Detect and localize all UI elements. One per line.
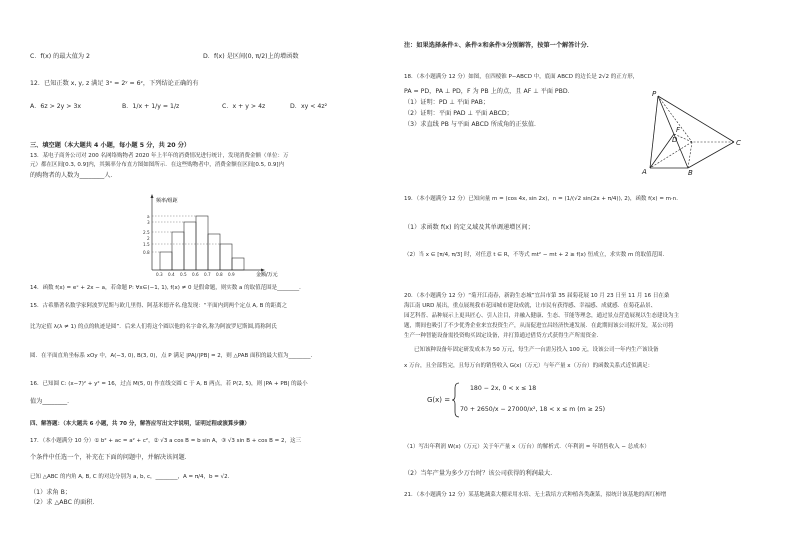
hist-xtick: 0.6 [192, 272, 199, 277]
q15-line-3: 圆．在平面直角坐标系 xOy 中，A(−3, 0), B(3, 0)，点 P 满足 |PA|/|PB| = 2，则 △PAB 面积的最大值为________． [30, 353, 317, 359]
q14: 14．函数 f(x) = eˣ + 2x − a，若命题 P: ∀x∈(−1, 1), f(x) ≠ 0 是假命题，则实数 a 的取值范围是________． [30, 285, 305, 291]
q12-option-d: D．xy < 4z² [290, 103, 328, 110]
q13-line-2: 元）都在区间[0.3, 0.9]内，其频率分布直方图如图所示．在这些购物者中，消费金额在区间[0.5, 0.9]内 [30, 162, 285, 168]
hist-ylabel: 频率/组距 [156, 198, 178, 204]
q12-stem: 12．已知正数 x, y, z 满足 3ˣ = 2ʸ = 6ᶻ，下列结论正确的有 [30, 80, 199, 87]
q13-line-1: 13．某电子商务公司对 200 名网络购物者 2020 年上半年的消费情况进行统计，发现消费金额（单位：万 [30, 153, 289, 159]
q17-note: 注：如果选择条件①、条件②和条件③分别解答，按第一个解答计分． [404, 42, 593, 49]
hist-xtick: 0.9 [228, 272, 235, 277]
edge-pb [658, 96, 688, 168]
pyramid-figure [630, 90, 765, 176]
q16-line-1: 16．已知圆 C: (x−7)² + y² = 16，过点 M(5, 0) 作直线交圆 C 于 A, B 两点，若 P(2, 5)，则 |PA + PB| 的最小 [30, 381, 308, 387]
q17-line-1: 17．（本小题满分 10 分）① b² + ac = a² + c²，② √3 a cos B = b sin A，③ √3 sin B + cos B = 2，这三 [30, 438, 302, 444]
hist-bar [172, 232, 184, 270]
q15-line-2: 比为定值 λ(λ ≠ 1) 的点的轨迹是圆”．后来人们将这个圆以他的名字命名,称为阿波罗尼斯圆,简称阿氏 [30, 324, 277, 330]
hist-xtick: 0.8 [216, 272, 223, 277]
hist-ytick: 3 [147, 220, 150, 225]
histogram-figure [130, 192, 290, 278]
q12-option-b: B．1/x + 1/y = 1/z [122, 103, 180, 110]
segment-bd [688, 142, 692, 168]
q17-sub-2: （2）求 △ABC 的面积． [30, 499, 99, 506]
hist-xtick: 0.7 [204, 272, 211, 277]
hist-bar [184, 222, 196, 270]
q20-formula-lhs: G(x) = [427, 396, 451, 404]
q20-formula-case-2: 70 + 2650/x − 27000/x², 18 < x ≤ m (m ≥ 25) [460, 406, 606, 413]
q20-line-3: 园艺科普、品种展示上更具匠心、引人注目，并融入健康、生态、节能等理念，通过景点营造展现以生态建设为主 [404, 313, 680, 319]
hist-ytick: 2.5 [143, 230, 150, 235]
q19-sub-1: （1）求函数 f(x) 的定义域及其单调递增区间； [404, 224, 534, 231]
q11-option-d: D．f(x) 是区间(0, π/2)上的增函数 [203, 53, 299, 60]
hist-bar [160, 252, 172, 270]
hist-ytick: a [147, 214, 150, 219]
q18-sub-1: （1）证明：PD ⊥ 平面 PAB； [404, 99, 490, 106]
q20-line-7: x 万台，且全部售完，且每万台的销售收入 G(x)（万元）与年产量 x（万台）的函数关系式近似满足： [404, 363, 654, 369]
q18-line-1: 18．（本小题满分 12 分）如图，在四棱锥 P−ABCD 中，底面 ABCD 的边长是 2√2 的正方形， [404, 74, 639, 80]
edge-pa [650, 96, 658, 168]
q20-sub-1: （1）写出年利润 W(x)（万元）关于年产量 x（万台）的解析式．（年利润 = 年销售收入 − 总成本） [404, 444, 650, 450]
edge-bc [688, 142, 734, 168]
section-4-heading: 四、解答题：（本大题共 6 小题，共 70 分，解答应写出文字说明，证明过程或演算步骤） [30, 421, 250, 427]
label-c: C [736, 139, 741, 147]
q20-brace [452, 382, 460, 418]
hist-xtick: 0.4 [168, 272, 175, 277]
q19-sub-2: （2）当 x ∈ [π/4, π/3] 时，对任意 t ∈ R，不等式 mt² − mt + 2 ≥ f(x) 恒成立，求实数 m 的取值范围． [404, 252, 669, 258]
label-p: P [652, 90, 657, 98]
q20-line-2: 海江南 URD 展出，重点展现我市花园城市建设成就，让市民有获得感、幸福感、成就感．在菊花品景、 [404, 303, 657, 309]
q20-sub-2: （2）当年产量为多少万台时？该公司获得的利润最大． [404, 470, 557, 477]
q20-line-4: 题，期间也吸引了不少优秀企业来宜投资生产，从而促进宜昌经济快速发展．在此期间该公司拟开发，某公司将 [404, 323, 674, 329]
hist-bar [208, 234, 220, 270]
q12-option-c: C．x + y > 4z [222, 103, 266, 110]
hist-xtick: 0.3 [156, 272, 163, 277]
q20-line-5: 生产一种智能设备需投资购买固定设备，并打算通过借贷方式获得生产所需资金． [404, 333, 603, 339]
edge-da [650, 142, 692, 168]
q17-line-3: 已知 △ABC 的内角 A, B, C 的对边分别为 a, b, c，________，A = π/4，b = √2． [30, 474, 234, 480]
hist-bar [220, 244, 232, 270]
hist-xlabel: 金额/万元 [256, 272, 278, 278]
section-3-heading: 三、填空题（本大题共 4 小题，每小题 5 分，共 20 分） [30, 142, 191, 149]
label-f: F [676, 126, 681, 134]
q18-line-2: PA = PD，PA ⊥ PD，F 为 PB 上的点，且 AF ⊥ 平面 PBD． [404, 88, 574, 95]
q12-option-a: A．6z > 2y > 3x [30, 103, 82, 110]
q20-formula-case-1: 180 − 2x, 0 < x ≤ 18 [470, 385, 537, 392]
q17-sub-1: （1）求角 B； [30, 489, 72, 496]
q17-line-2: 个条件中任选一个，补充在下面的问题中，并解决该问题． [30, 454, 191, 461]
q19-line-1: 19．（本小题满分 12 分）已知向量 m = (cos 4x, sin 2x)，n = (1/(√2 sin(2x + π/4)), 2)，函数 f(x) = m·n． [404, 196, 682, 202]
hist-ytick: 0.8 [143, 250, 150, 255]
q21-line-1: 21．（本小题满分 12 分）某基地蔬菜大棚采用水培、无土栽培方式种植各类蔬菜，拟统计该基地的西红柿增 [404, 492, 667, 498]
label-b: B [688, 169, 693, 176]
q15-line-1: 15．古希腊著名数学家阿波罗尼斯与欧几里得、阿基米德齐名.他发现：“平面内到两个定点 A, B 的距离之 [30, 303, 288, 309]
hist-bar [232, 258, 244, 270]
hist-ytick: 2 [147, 236, 150, 241]
hist-y-arrow [151, 194, 154, 198]
hist-ytick: 1.5 [143, 242, 150, 247]
q18-sub-3: （3）求直线 PB 与平面 ABCD 所成角的正弦值． [404, 121, 541, 128]
q20-line-1: 20．（本小题满分 12 分）“菊开江南春，新韵生态城”宜昌市第 35 届菊花展 10 月 23 日至 11 月 16 日在桑 [404, 293, 670, 299]
hist-xtick: 0.5 [180, 272, 187, 277]
q11-option-c: C．f(x) 的最大值为 2 [30, 53, 90, 60]
edge-pc [658, 96, 734, 142]
label-d: D [672, 136, 678, 144]
q13-line-3: 的购物者的人数为________人． [30, 172, 117, 179]
label-a: A [642, 168, 647, 176]
q20-line-6: 已知该种设备年固定研发成本为 50 万元，每生产一台需另投入 100 元，设该公司一年内生产该设备 [414, 347, 659, 353]
q16-line-2: 值为________． [30, 398, 74, 405]
q18-sub-2: （2）证明：平面 PAD ⊥ 平面 ABCD； [404, 110, 513, 117]
hist-bar [196, 216, 208, 270]
